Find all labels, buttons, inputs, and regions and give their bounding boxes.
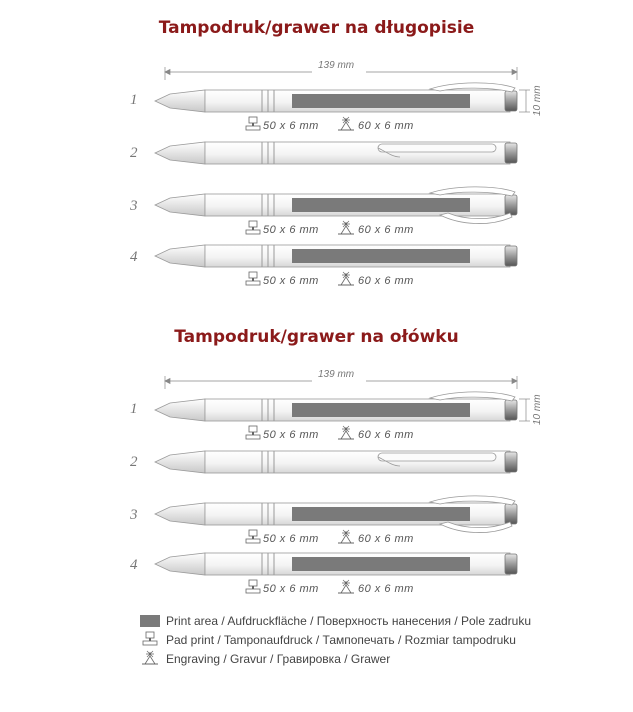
diameter-label: 10 mm: [532, 85, 543, 116]
pencil-number-3: 3: [130, 507, 138, 523]
pencil-number-1: 1: [130, 401, 138, 417]
engraving-size: 60 x 6 mm: [358, 533, 414, 545]
engraving-size: 60 x 6 mm: [358, 120, 414, 132]
legend-print-area-text: Print area / Aufdruckfläche / Поверхность нанесения / Pole zadruku: [166, 614, 532, 628]
engraving-icon: [142, 651, 158, 664]
pad-print-size: 50 x 6 mm: [263, 533, 319, 545]
pad-print-size: 50 x 6 mm: [263, 275, 319, 287]
pen-1: [155, 83, 517, 112]
diameter-dimension: [519, 399, 530, 421]
pad-print-icon: [246, 117, 260, 130]
pen-number-4: 4: [130, 249, 138, 265]
pad-print-icon: [143, 632, 157, 645]
pad-print-size: 50 x 6 mm: [263, 583, 319, 595]
pen-number-2: 2: [130, 145, 138, 161]
pad-print-icon: [246, 580, 260, 593]
pencil-number-4: 4: [130, 557, 138, 573]
print-area-legend-swatch: [140, 615, 160, 627]
pencil-4: [155, 553, 517, 575]
pad-print-size: 50 x 6 mm: [263, 429, 319, 441]
engraving-size: 60 x 6 mm: [358, 224, 414, 236]
pen-3: [155, 187, 517, 224]
length-label: 139 mm: [318, 369, 355, 380]
engraving-size: 60 x 6 mm: [358, 429, 414, 441]
engraving-icon: [338, 272, 354, 285]
pen-number-1: 1: [130, 92, 138, 108]
length-dimension: [165, 376, 517, 389]
engraving-icon: [338, 221, 354, 234]
engraving-icon: [338, 426, 354, 439]
pad-print-icon: [246, 530, 260, 543]
legend-engraving-text: Engraving / Gravur / Гравировка / Grawer: [166, 652, 391, 666]
pencil-3: [155, 496, 517, 533]
engraving-size: 60 x 6 mm: [358, 583, 414, 595]
length-label: 139 mm: [318, 60, 355, 71]
diameter-dimension: [519, 90, 530, 112]
engraving-icon: [338, 117, 354, 130]
pen-4: [155, 245, 517, 267]
section-title-pen: Tampodruk/grawer na długopisie: [158, 18, 475, 38]
section-title-pencil: Tampodruk/grawer na ołówku: [174, 327, 459, 347]
engraving-icon: [338, 580, 354, 593]
pad-print-icon: [246, 426, 260, 439]
pencil-1: [155, 392, 517, 421]
pencil-2: [155, 451, 517, 473]
diameter-label: 10 mm: [532, 394, 543, 425]
pencil-number-2: 2: [130, 454, 138, 470]
pen-2: [155, 142, 517, 164]
pen-number-3: 3: [130, 198, 138, 214]
engraving-icon: [338, 530, 354, 543]
pad-print-size: 50 x 6 mm: [263, 224, 319, 236]
pad-print-size: 50 x 6 mm: [263, 120, 319, 132]
engraving-size: 60 x 6 mm: [358, 275, 414, 287]
legend-pad-print-text: Pad print / Tamponaufdruck / Тампопечать / Rozmiar tampodruku: [166, 633, 516, 647]
pad-print-icon: [246, 272, 260, 285]
pad-print-icon: [246, 221, 260, 234]
length-dimension: [165, 67, 517, 80]
